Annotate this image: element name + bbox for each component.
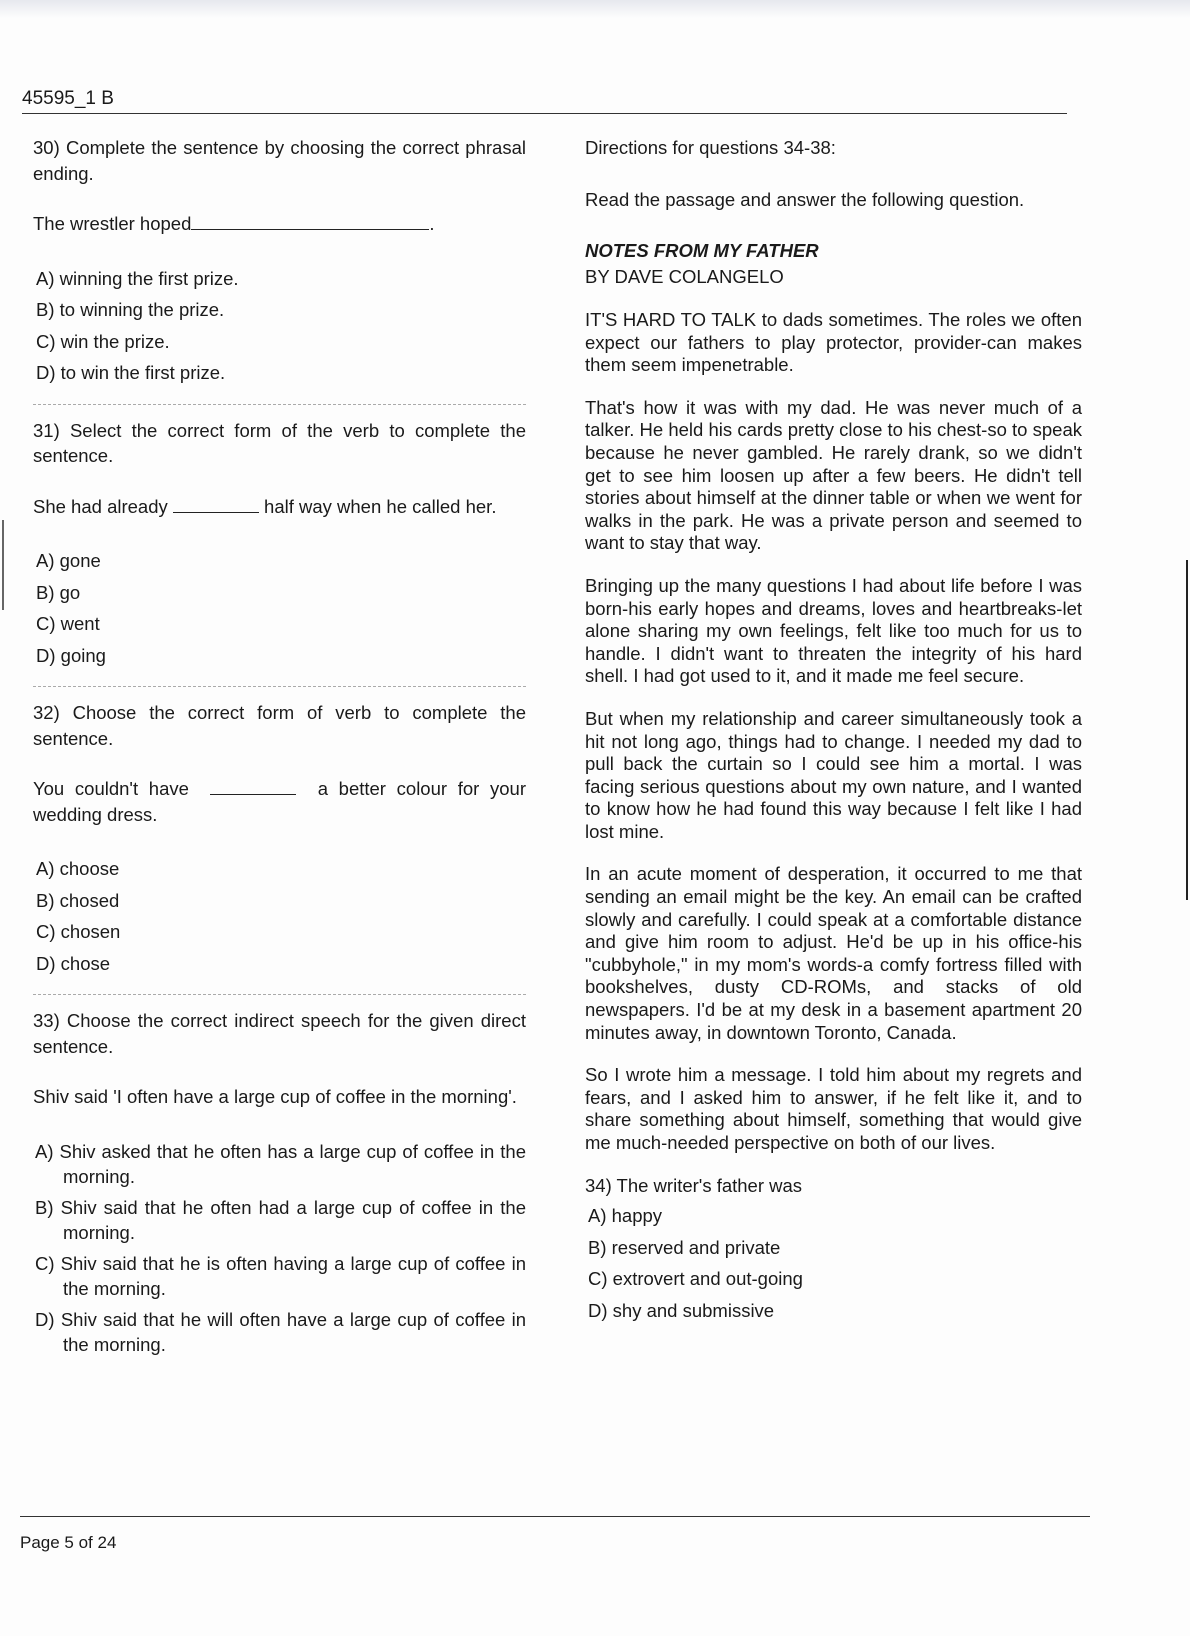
q33-option-d[interactable]: D) Shiv said that he will often have a large cup of coffee in the morning. (35, 1308, 526, 1355)
passage-byline: BY DAVE COLANGELO (585, 265, 784, 287)
q31-stem (33, 494, 526, 520)
q31-stem-after: half way when he called her. (264, 495, 497, 517)
q33-option-a[interactable]: A) Shiv asked that he often has a large cup of coffee in the morning. (35, 1140, 526, 1187)
q31-stem-before: She had already (33, 495, 168, 517)
passage-paragraph: So I wrote him a message. I told him about my regrets and fears, and I asked him to answer, if he felt like it, and to share something about himself, something that would give me much-needed perspective on both of our lives. (585, 1064, 1082, 1153)
q32-blank (210, 780, 296, 795)
q34-prompt: 34) The writer's father was (585, 1174, 803, 1196)
footer-rule (20, 1516, 1090, 1517)
question-34 (585, 1173, 1082, 1324)
separator (33, 994, 526, 995)
scan-left-mark (2, 520, 4, 610)
q30-option-d[interactable]: D) to win the first prize. (36, 362, 226, 383)
exam-code: 45595_1 B (22, 88, 114, 109)
q33-option-b[interactable]: B) Shiv said that he often had a large cup of coffee in the morning. (35, 1196, 526, 1243)
header-rule (22, 113, 1067, 114)
scan-top-shadow (0, 0, 1190, 18)
q30-option-b[interactable]: B) to winning the prize. (36, 299, 225, 320)
question-33 (33, 1008, 526, 1358)
q34-option-b[interactable]: B) reserved and private (588, 1236, 781, 1258)
q32-option-d[interactable]: D) chose (36, 952, 111, 974)
q30-stem-after: . (429, 213, 435, 234)
question-31 (33, 418, 526, 669)
passage-instruction: Read the passage and answer the following question. (585, 188, 1025, 210)
q30-prompt: 30) Complete the sentence by choosing the correct phrasal ending. (33, 137, 526, 184)
q30-option-a[interactable]: A) winning the first prize. (36, 267, 239, 289)
q34-option-a[interactable]: A) happy (588, 1205, 663, 1227)
separator (33, 686, 526, 687)
passage-paragraph: In an acute moment of desperation, it occurred to me that sending an email might be the key. An email can be crafted slowly and carefully. I could speak at a comfortable distance and give him room to adjust. He'd be up in his office-his "cubbyhole," in my mom's words-a comfy fortress filled with bookshelves, dusty CD-ROMs, and stacks of old newspapers. I'd be at my desk in a basement apartment 20 minutes away, in downtown Toronto, Canada. (585, 863, 1082, 1043)
left-column (33, 135, 526, 1358)
q32-option-b[interactable]: B) chosed (36, 889, 120, 911)
q32-option-c[interactable]: C) chosen (36, 921, 121, 942)
passage-paragraph: That's how it was with my dad. He was never much of a talker. He held his cards pretty close to his chest-so to speak because he never gambled. He rarely drank, so we didn't get to see him loosen up after a few beers. He didn't tell stories about himself at the dinner table or when we went for walks in the park. He was a private person and seemed to want to stay that way. (585, 396, 1082, 554)
passage-title: NOTES FROM MY FATHER (585, 240, 819, 261)
q30-blank (191, 215, 429, 230)
right-column (585, 135, 1082, 1323)
question-32 (33, 700, 526, 976)
passage-directions: Directions for questions 34-38: (585, 137, 836, 158)
q33-prompt: 33) Choose the correct indirect speech for the given direct sentence. (33, 1010, 526, 1057)
passage-paragraph: IT'S HARD TO TALK to dads sometimes. The roles we often expect our fathers to play protector, provider-can makes them seem impenetrable. (585, 309, 1082, 376)
passage-paragraph: Bringing up the many questions I had about life before I was born-his early hopes and dreams, loves and heartbreaks-let alone sharing my own feelings, felt like too much for us to handle. I didn't want to threaten the integrity of his hard shell. I had got used to it, and it made me feel secure. (585, 574, 1082, 687)
q32-stem-after: a better colour for your wedding dress. (33, 778, 527, 825)
q31-option-d[interactable]: D) going (36, 644, 106, 666)
q31-blank (173, 498, 259, 513)
separator (33, 404, 526, 405)
page-number: Page 5 of 24 (20, 1533, 117, 1552)
q31-option-a[interactable]: A) gone (36, 550, 101, 571)
q31-prompt: 31) Select the correct form of the verb to complete the sentence. (33, 419, 526, 466)
q30-stem (33, 211, 526, 237)
q30-stem-before: The wrestler hoped (33, 213, 192, 234)
q33-stem: Shiv said 'I often have a large cup of coffee in the morning'. (33, 1086, 517, 1107)
passage-paragraph: But when my relationship and career simultaneously took a hit not long ago, things had to change. I needed my dad to pull back the curtain so I could see him a mortal. I was facing serious questions about my own nature, and I wanted to know how he had found this way because I felt like I had lost mine. (585, 707, 1082, 842)
q32-stem-before: You couldn't have (33, 778, 189, 799)
question-30 (33, 135, 526, 386)
q34-option-d[interactable]: D) shy and submissive (588, 1299, 775, 1321)
q32-stem (33, 776, 526, 827)
scan-right-edge (1186, 560, 1188, 900)
q31-option-b[interactable]: B) go (36, 581, 81, 603)
q33-option-c[interactable]: C) Shiv said that he is often having a large cup of coffee in the morning. (35, 1252, 526, 1299)
q32-option-a[interactable]: A) choose (36, 858, 120, 879)
q34-option-c[interactable]: C) extrovert and out-going (588, 1268, 803, 1290)
q30-option-c[interactable]: C) win the prize. (36, 330, 170, 352)
q31-option-c[interactable]: C) went (36, 613, 100, 634)
q32-prompt: 32) Choose the correct form of verb to complete the sentence. (33, 702, 526, 749)
